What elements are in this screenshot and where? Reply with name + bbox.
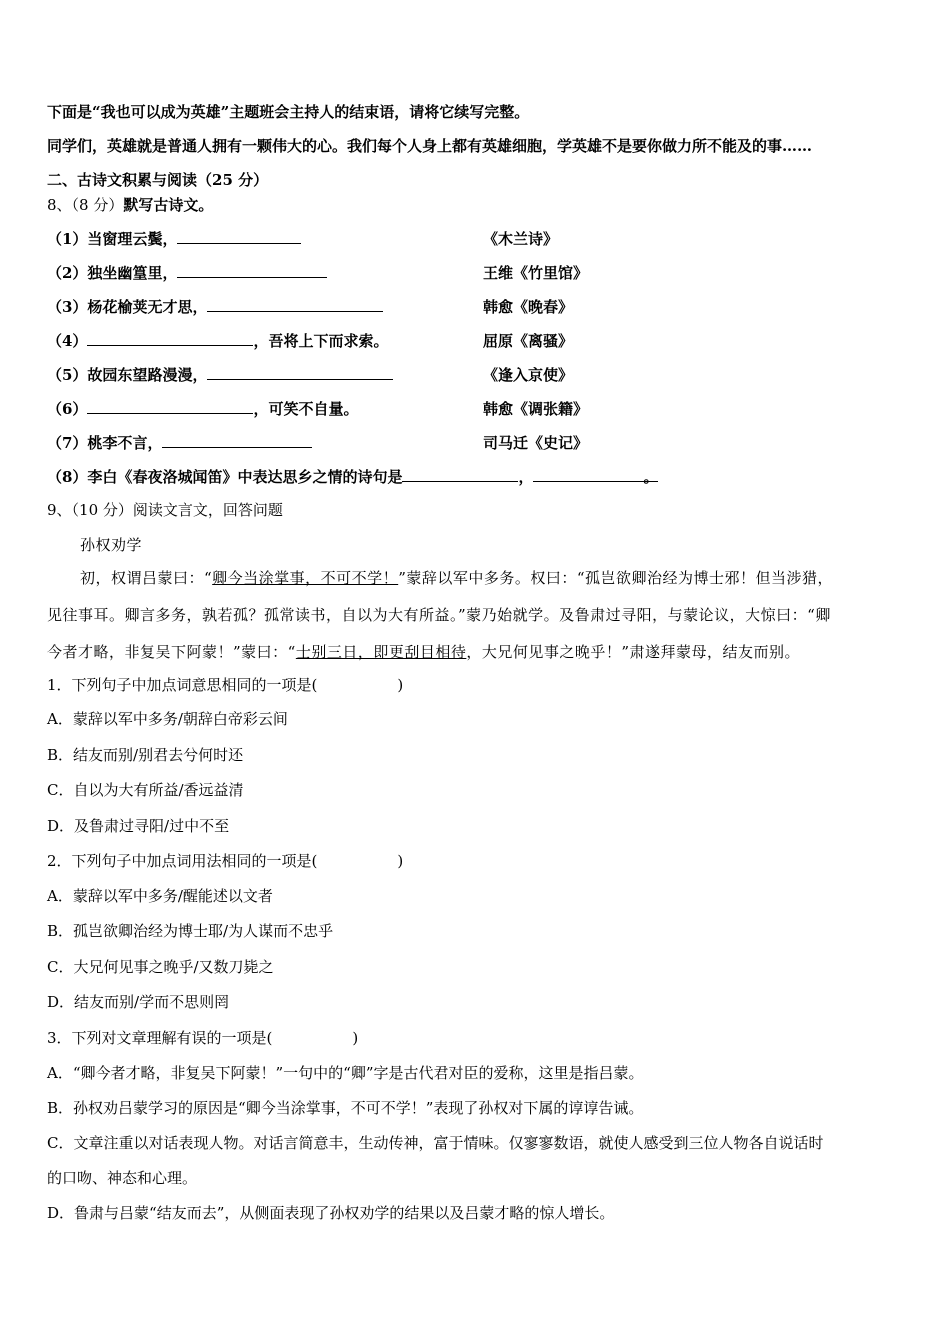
poem-item-2 (47, 263, 327, 283)
poem-item-prefix: （1）当窗理云鬓， (47, 230, 178, 248)
option-1b: B．结友而别/别君去兮何时还 (47, 746, 244, 764)
answer-blank[interactable] (177, 263, 327, 278)
stem-text: 1．下列句子中加点词意思相同的一项是( (47, 676, 318, 694)
option-2d: D．结友而别/学而不思则罔 (47, 993, 230, 1011)
passage-title: 孙权劝学 (80, 536, 143, 554)
question-8-instruction: 默写古诗文。 (123, 196, 214, 214)
question-8-number: 8、（8 分） (47, 196, 124, 214)
poem-item-suffix: ，可笑不自量。 (253, 400, 359, 418)
option-3d: D．鲁肃与吕蒙“结友而去”，从侧面表现了孙权劝学的结果以及吕蒙才略的惊人增长。 (47, 1204, 615, 1222)
poem-source-1: 《木兰诗》 (483, 230, 559, 248)
option-2c: C．大兄何见事之晚乎/又数刀毙之 (47, 958, 274, 976)
poem-item-8 (47, 467, 658, 487)
poem-item-prefix: （6） (47, 400, 88, 418)
stem-close: ) (352, 1029, 359, 1047)
stem-close: ) (397, 676, 404, 694)
option-2b: B．孤岂欲卿治经为博士耶/为人谋而不忠乎 (47, 922, 334, 940)
option-3a: A．“卿今者才略，非复吴下阿蒙！”一句中的“卿”字是古代君对臣的爱称，这里是指吕蒙。 (47, 1064, 644, 1082)
answer-blank[interactable] (177, 229, 301, 244)
poem-source-4: 屈原《离骚》 (483, 332, 574, 350)
answer-blank[interactable] (207, 297, 383, 312)
closing-remark-instruction: 下面是“我也可以成为英雄”主题班会主持人的结束语，请将它续写完整。 (47, 103, 530, 121)
poem-item-end: 。 (643, 468, 659, 486)
passage-line-3 (47, 642, 800, 662)
poem-item-1 (47, 229, 301, 249)
poem-item-separator: ， (518, 468, 534, 486)
poem-item-7 (47, 433, 312, 453)
poem-item-prefix: （8）李白《春夜洛城闻笛》中表达思乡之情的诗句是 (47, 468, 403, 486)
poem-source-3: 韩愈《晚春》 (483, 298, 574, 316)
poem-item-5 (47, 365, 393, 385)
stem-text: 2．下列句子中加点词用法相同的一项是( (47, 852, 318, 870)
answer-blank[interactable] (207, 365, 393, 380)
poem-item-4 (47, 331, 388, 351)
option-3c-continued: 的口吻、神态和心理。 (47, 1169, 198, 1187)
passage-line-1 (80, 568, 833, 588)
answer-blank[interactable] (162, 433, 312, 448)
subquestion-1-stem (47, 675, 403, 695)
poem-item-prefix: （7）桃李不言， (47, 434, 163, 452)
subquestion-3-stem (47, 1028, 358, 1048)
passage-text: 今者才略，非复吴下阿蒙！”蒙曰：“ (47, 643, 296, 661)
stem-text: 3．下列对文章理解有误的一项是( (47, 1029, 273, 1047)
poem-item-prefix: （2）独坐幽篁里， (47, 264, 178, 282)
passage-line-2: 见往事耳。卿言多务，孰若孤？孤常读书，自以为大有所益。”蒙乃始就学。及鲁肃过寻阳，与蒙论议，大惊曰：“卿 (47, 606, 831, 624)
stem-close: ) (397, 852, 404, 870)
option-3b: B．孙权劝吕蒙学习的原因是“卿今当涂掌事，不可不学！”表现了孙权对下属的谆谆告诫。 (47, 1099, 644, 1117)
poem-source-5: 《逢入京使》 (483, 366, 574, 384)
passage-underlined-text: 士别三日，即更刮目相待 (295, 643, 467, 661)
option-3c: C．文章注重以对话表现人物。对话言简意丰，生动传神，富于情味。仅寥寥数语，就使人感受到三位人物各自说话时 (47, 1134, 824, 1152)
answer-blank[interactable] (533, 467, 643, 482)
passage-text: ”蒙辞以军中多务。权曰：“孤岂欲卿治经为博士邪！但当涉猎， (398, 569, 834, 587)
poem-source-6: 韩愈《调张籍》 (483, 400, 589, 418)
answer-blank[interactable] (87, 399, 253, 414)
poem-item-suffix: ，吾将上下而求索。 (253, 332, 389, 350)
option-1d: D．及鲁肃过寻阳/过中不至 (47, 817, 230, 835)
passage-underlined-text: 卿今当涂掌事，不可不学！ (212, 569, 399, 587)
passage-text: 初，权谓吕蒙曰：“ (80, 569, 213, 587)
poem-item-3 (47, 297, 383, 317)
section-heading: 二、古诗文积累与阅读（25 分） (47, 171, 269, 189)
option-1a: A．蒙辞以军中多务/朝辞白帝彩云间 (47, 710, 288, 728)
question-8-title (47, 195, 213, 215)
answer-blank[interactable] (402, 467, 518, 482)
passage-text: ，大兄何见事之晚乎！”肃遂拜蒙母，结友而别。 (466, 643, 801, 661)
closing-remark-start: 同学们，英雄就是普通人拥有一颗伟大的心。我们每个人身上都有英雄细胞，学英雄不是要你做力所不能及的事…… (47, 137, 813, 155)
question-9-title: 9、（10 分）阅读文言文，回答问题 (47, 501, 283, 519)
poem-source-7: 司马迁《史记》 (483, 434, 589, 452)
option-2a: A．蒙辞以军中多务/醒能述以文者 (47, 887, 273, 905)
poem-item-6 (47, 399, 358, 419)
poem-source-2: 王维《竹里馆》 (483, 264, 589, 282)
poem-item-prefix: （3）杨花榆荚无才思， (47, 298, 208, 316)
option-1c: C．自以为大有所益/香远益清 (47, 781, 244, 799)
subquestion-2-stem (47, 851, 403, 871)
poem-item-prefix: （4） (47, 332, 88, 350)
answer-blank[interactable] (87, 331, 253, 346)
poem-item-prefix: （5）故园东望路漫漫， (47, 366, 208, 384)
